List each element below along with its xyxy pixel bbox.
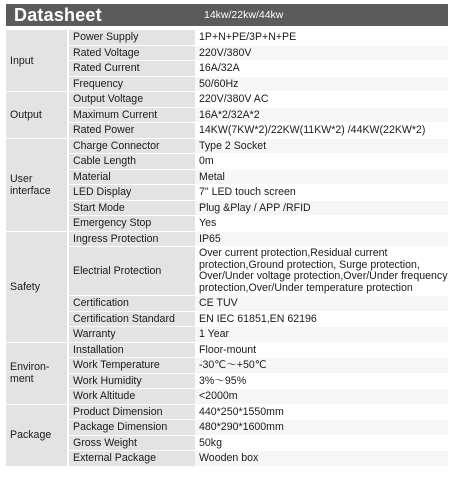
spec-row <box>6 139 448 154</box>
spec-row <box>6 108 448 123</box>
spec-value: 14KW(7KW*2)/22KW(11KW*2) /44KW(22KW*2) <box>195 123 448 138</box>
spec-value: 440*250*1550mm <box>195 405 448 420</box>
spec-value: Type 2 Socket <box>195 139 448 154</box>
spec-row <box>6 451 448 466</box>
category-safety: Safety <box>6 232 67 342</box>
spec-value: EN IEC 61851,EN 62196 <box>195 312 448 327</box>
spec-value: 7" LED touch screen <box>195 185 448 200</box>
spec-row <box>6 92 448 107</box>
category-output: Output <box>6 92 67 138</box>
spec-row <box>6 185 448 200</box>
datasheet-subtitle: 14kw/22kw/44kw <box>204 9 284 21</box>
spec-key: Package Dimension <box>67 420 195 435</box>
spec-key: Certification Standard <box>67 312 195 327</box>
spec-key: Rated Power <box>67 123 195 138</box>
spec-value: 220V/380V <box>195 46 448 61</box>
spec-key: Electrial Protection <box>67 247 195 295</box>
spec-row <box>6 296 448 311</box>
spec-key: Maximum Current <box>67 108 195 123</box>
spec-key: External Package <box>67 451 195 466</box>
datasheet-title: Datasheet <box>14 4 102 25</box>
spec-value: 1 Year <box>195 327 448 342</box>
spec-value: 1P+N+PE/3P+N+PE <box>195 30 448 45</box>
spec-row <box>6 154 448 169</box>
category-package: Package <box>6 405 67 466</box>
spec-key: Start Mode <box>67 201 195 216</box>
spec-value: Over current protection,Residual current protection,Ground protection, Surge protection, Over/Under voltage protection,Over/Under frequency protection,Over/Under temperature protection <box>195 247 448 295</box>
spec-value: -30℃～+50℃ <box>195 358 448 373</box>
spec-value: Wooden box <box>195 451 448 466</box>
spec-value: 16A*2/32A*2 <box>195 108 448 123</box>
spec-row <box>6 77 448 92</box>
datasheet-header <box>6 4 448 26</box>
spec-table <box>6 29 448 467</box>
spec-key: Output Voltage <box>67 92 195 107</box>
spec-key: Product Dimension <box>67 405 195 420</box>
spec-key: Gross Weight <box>67 436 195 451</box>
spec-value: 50kg <box>195 436 448 451</box>
spec-key: LED Display <box>67 185 195 200</box>
spec-key: Cable Length <box>67 154 195 169</box>
spec-key: Warranty <box>67 327 195 342</box>
spec-value: Plug &Play / APP /RFID <box>195 201 448 216</box>
spec-value: IP65 <box>195 232 448 247</box>
spec-key: Rated Current <box>67 61 195 76</box>
spec-key: Certification <box>67 296 195 311</box>
spec-value: 50/60Hz <box>195 77 448 92</box>
spec-row <box>6 436 448 451</box>
spec-row <box>6 389 448 404</box>
spec-value: <2000m <box>195 389 448 404</box>
spec-row <box>6 30 448 45</box>
spec-row <box>6 405 448 420</box>
spec-row <box>6 312 448 327</box>
spec-row <box>6 327 448 342</box>
spec-row <box>6 216 448 231</box>
spec-row <box>6 201 448 216</box>
spec-value: 480*290*1600mm <box>195 420 448 435</box>
spec-value: CE TUV <box>195 296 448 311</box>
category-environment: Environ-ment <box>6 343 67 404</box>
spec-key: Ingress Protection <box>67 232 195 247</box>
spec-key: Rated Voltage <box>67 46 195 61</box>
spec-row <box>6 232 448 247</box>
spec-key: Work Humidity <box>67 374 195 389</box>
spec-key: Material <box>67 170 195 185</box>
spec-row <box>6 343 448 358</box>
spec-value: Yes <box>195 216 448 231</box>
category-input: Input <box>6 30 67 91</box>
spec-row <box>6 123 448 138</box>
spec-row <box>6 247 448 295</box>
spec-key: Installation <box>67 343 195 358</box>
spec-key: Power Supply <box>67 30 195 45</box>
spec-value: 3%～95% <box>195 374 448 389</box>
spec-row <box>6 358 448 373</box>
spec-row <box>6 46 448 61</box>
spec-key: Charge Connector <box>67 139 195 154</box>
spec-row <box>6 61 448 76</box>
spec-value: Metal <box>195 170 448 185</box>
spec-key: Frequency <box>67 77 195 92</box>
spec-row <box>6 420 448 435</box>
spec-value: 16A/32A <box>195 61 448 76</box>
spec-key: Emergency Stop <box>67 216 195 231</box>
spec-value: Floor-mount <box>195 343 448 358</box>
spec-row <box>6 170 448 185</box>
spec-row <box>6 374 448 389</box>
spec-value: 220V/380V AC <box>195 92 448 107</box>
category-user-interface: User interface <box>6 139 67 231</box>
spec-value: 0m <box>195 154 448 169</box>
spec-key: Work Altitude <box>67 389 195 404</box>
spec-key: Work Temperature <box>67 358 195 373</box>
